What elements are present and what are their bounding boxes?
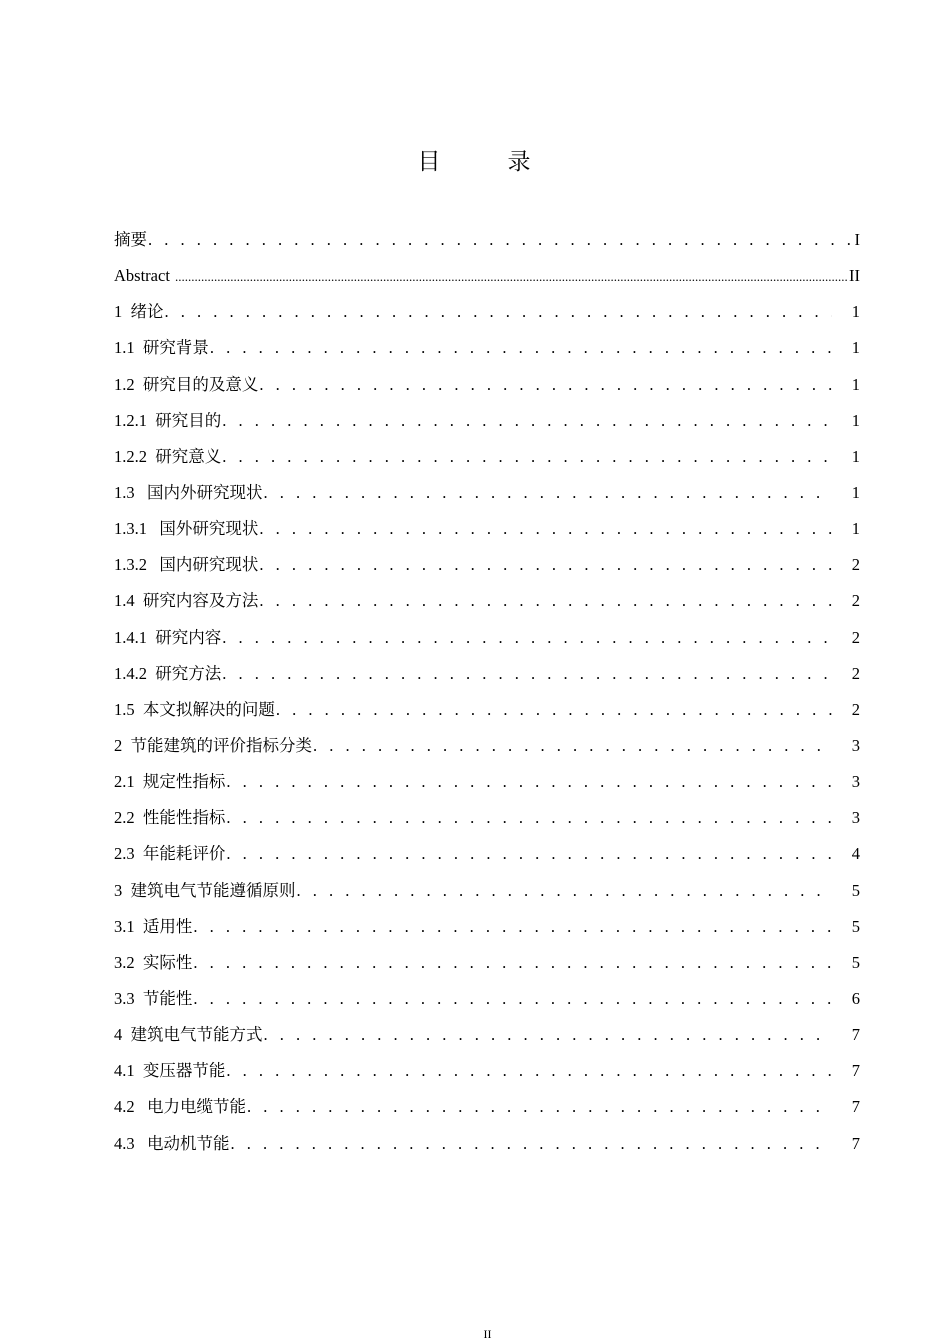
- toc-dot-leader: [148, 222, 853, 258]
- toc-entry-number: 1.2.2: [114, 446, 156, 466]
- toc-entry-page-number: 2: [851, 627, 860, 647]
- toc-entry-label: 研究目的: [155, 410, 222, 430]
- toc-entry[interactable]: [114, 294, 860, 330]
- toc-entry[interactable]: [114, 800, 860, 836]
- toc-dot-leader: [193, 945, 832, 981]
- toc-entry-number: 3: [114, 880, 131, 900]
- toc-entry-page-number: 7: [851, 1097, 860, 1117]
- toc-entry-number: 1.4: [114, 591, 143, 611]
- toc-entry-number: 4: [114, 1025, 131, 1045]
- toc-entry-page-number: 1: [851, 338, 860, 358]
- toc-dot-leader: [210, 330, 832, 366]
- toc-entry[interactable]: [114, 330, 860, 366]
- toc-entry-page-number: 5: [851, 952, 860, 972]
- toc-dot-leader: [313, 728, 832, 764]
- toc-entry-number: 1.2.1: [114, 410, 156, 430]
- toc-entry[interactable]: [114, 475, 860, 511]
- toc-entry-number: 1.4.1: [114, 627, 156, 647]
- toc-entry-label: 本文拟解决的问题: [142, 699, 275, 719]
- toc-dot-leader: [222, 439, 832, 475]
- toc-entry-number: 1.4.2: [114, 663, 156, 683]
- toc-dot-leader: [231, 1126, 833, 1162]
- toc-entry[interactable]: [114, 403, 860, 439]
- toc-entry[interactable]: [114, 656, 860, 692]
- toc-entry-page-number: 1: [851, 519, 860, 539]
- toc-entry-page-number: I: [854, 230, 860, 249]
- toc-entry-label: 适用性: [142, 916, 193, 936]
- toc-entry-label: 研究背景: [142, 338, 209, 358]
- toc-entry-number: 3.3: [114, 988, 143, 1008]
- toc-entry-label: 规定性指标: [142, 772, 226, 792]
- toc-entry-page-number: 4: [851, 844, 860, 864]
- toc-entry[interactable]: [114, 511, 860, 547]
- toc-entry[interactable]: [114, 1017, 860, 1053]
- toc-entry[interactable]: [114, 547, 860, 583]
- toc-entry-page-number: 1: [851, 374, 860, 394]
- toc-dot-leader: [259, 511, 832, 547]
- toc-entry-number: 1.3: [114, 482, 147, 502]
- toc-entry-number: 4.1: [114, 1061, 143, 1081]
- toc-entry-page-number: 5: [851, 916, 860, 936]
- toc-entry-number: 4.2: [114, 1097, 147, 1117]
- toc-entry[interactable]: [114, 981, 860, 1017]
- page-footer-number: II: [483, 1327, 492, 1341]
- toc-dot-leader: [264, 475, 833, 511]
- toc-entry-label: 研究内容: [155, 627, 222, 647]
- toc-entry-label: 电力电缆节能: [147, 1097, 246, 1117]
- toc-entry-label: 电动机节能: [147, 1133, 230, 1153]
- toc-entry[interactable]: [114, 620, 860, 656]
- toc-dot-leader: [276, 692, 832, 728]
- toc-dot-leader: [259, 583, 832, 619]
- toc-entry-label: 节能建筑的评价指标分类: [130, 735, 312, 755]
- toc-entry-number: 4.3: [114, 1133, 147, 1153]
- toc-entry-page-number: 3: [851, 772, 860, 792]
- toc-entry[interactable]: [114, 1089, 860, 1125]
- toc-entry[interactable]: [114, 909, 860, 945]
- toc-entry-label: 研究内容及方法: [142, 591, 259, 611]
- toc-entry-page-number: 6: [851, 988, 860, 1008]
- toc-entry-page-number: 7: [851, 1061, 860, 1081]
- toc-entry-number: 1.3.1: [114, 519, 160, 539]
- toc-entry[interactable]: [114, 583, 860, 619]
- toc-entry[interactable]: [114, 1053, 860, 1089]
- toc-entry-number: 1.1: [114, 338, 143, 358]
- toc-dot-leader: [165, 294, 833, 330]
- toc-entry-label: 摘要: [114, 230, 147, 249]
- toc-entry-number: 3.2: [114, 952, 143, 972]
- toc-entry[interactable]: [114, 764, 860, 800]
- toc-entry-page-number: 5: [851, 880, 860, 900]
- toc-dot-leader: [297, 873, 833, 909]
- table-of-contents: [114, 222, 860, 1162]
- toc-entry[interactable]: [114, 222, 860, 258]
- toc-entry-number: 2.3: [114, 844, 143, 864]
- toc-dot-leader: [226, 764, 832, 800]
- toc-entry-page-number: 7: [851, 1133, 860, 1153]
- toc-dot-leader: [259, 367, 832, 403]
- toc-entry-number: 2: [114, 735, 131, 755]
- toc-entry-page-number: 1: [851, 302, 860, 322]
- toc-entry-label: 建筑电气节能遵循原则: [130, 880, 296, 900]
- toc-entry-label: 国内研究现状: [159, 555, 259, 575]
- page-title: 目 录: [417, 149, 553, 175]
- toc-entry-number: 1: [114, 302, 131, 322]
- toc-entry-label: 绪论: [130, 302, 164, 322]
- toc-entry[interactable]: [114, 367, 860, 403]
- toc-entry-number: 1.3.2: [114, 555, 160, 575]
- toc-entry-number: 2.1: [114, 772, 143, 792]
- toc-dot-leader: [259, 547, 832, 583]
- toc-entry[interactable]: [114, 836, 860, 872]
- toc-entry-label: 研究意义: [155, 446, 222, 466]
- toc-dot-leader: [222, 656, 832, 692]
- toc-entry-number: 1.5: [114, 699, 143, 719]
- toc-entry-page-number: 1: [851, 446, 860, 466]
- toc-dot-leader: [193, 909, 832, 945]
- toc-entry-label: 年能耗评价: [142, 844, 226, 864]
- toc-dot-leader: [264, 1017, 833, 1053]
- toc-entry[interactable]: [114, 945, 860, 981]
- toc-entry-label: 节能性: [142, 988, 193, 1008]
- toc-dot-leader: [226, 836, 832, 872]
- toc-entry-label: 研究目的及意义: [142, 374, 259, 394]
- toc-entry-number: 2.2: [114, 808, 143, 828]
- toc-entry-page-number: 1: [851, 482, 860, 502]
- toc-entry[interactable]: [114, 692, 860, 728]
- toc-entry-label: 实际性: [142, 952, 193, 972]
- toc-entry-label: 国内外研究现状: [147, 482, 263, 502]
- toc-entry-label: 建筑电气节能方式: [130, 1025, 263, 1045]
- toc-dot-leader: [193, 981, 832, 1017]
- toc-entry-label: 研究方法: [155, 663, 222, 683]
- toc-entry[interactable]: [114, 728, 860, 764]
- toc-dot-leader: [222, 403, 832, 439]
- toc-entry-label: 性能性指标: [142, 808, 226, 828]
- toc-entry[interactable]: [114, 873, 860, 909]
- toc-entry-page-number: 2: [851, 663, 860, 683]
- toc-entry-page-number: II: [849, 266, 860, 286]
- toc-entry-label: 变压器节能: [142, 1061, 226, 1081]
- toc-entry[interactable]: [114, 1126, 860, 1162]
- toc-entry-page-number: 1: [851, 410, 860, 430]
- toc-entry-label: Abstract: [114, 266, 175, 286]
- toc-dot-leader: [247, 1089, 832, 1125]
- toc-entry[interactable]: [114, 439, 860, 475]
- toc-entry-number: 3.1: [114, 916, 143, 936]
- toc-entry-page-number: 7: [851, 1025, 860, 1045]
- toc-entry-number: 1.2: [114, 374, 143, 394]
- toc-entry-label: 国外研究现状: [159, 519, 259, 539]
- toc-entry-page-number: 2: [851, 699, 860, 719]
- toc-dot-leader: [226, 800, 832, 836]
- toc-dot-leader: [222, 620, 832, 656]
- toc-dot-leader: [226, 1053, 832, 1089]
- toc-entry[interactable]: [114, 258, 860, 294]
- toc-entry-page-number: 2: [851, 591, 860, 611]
- toc-entry-page-number: 3: [851, 808, 860, 828]
- toc-entry-page-number: 2: [851, 555, 860, 575]
- toc-dot-leader: [175, 259, 847, 294]
- toc-entry-page-number: 3: [851, 735, 860, 755]
